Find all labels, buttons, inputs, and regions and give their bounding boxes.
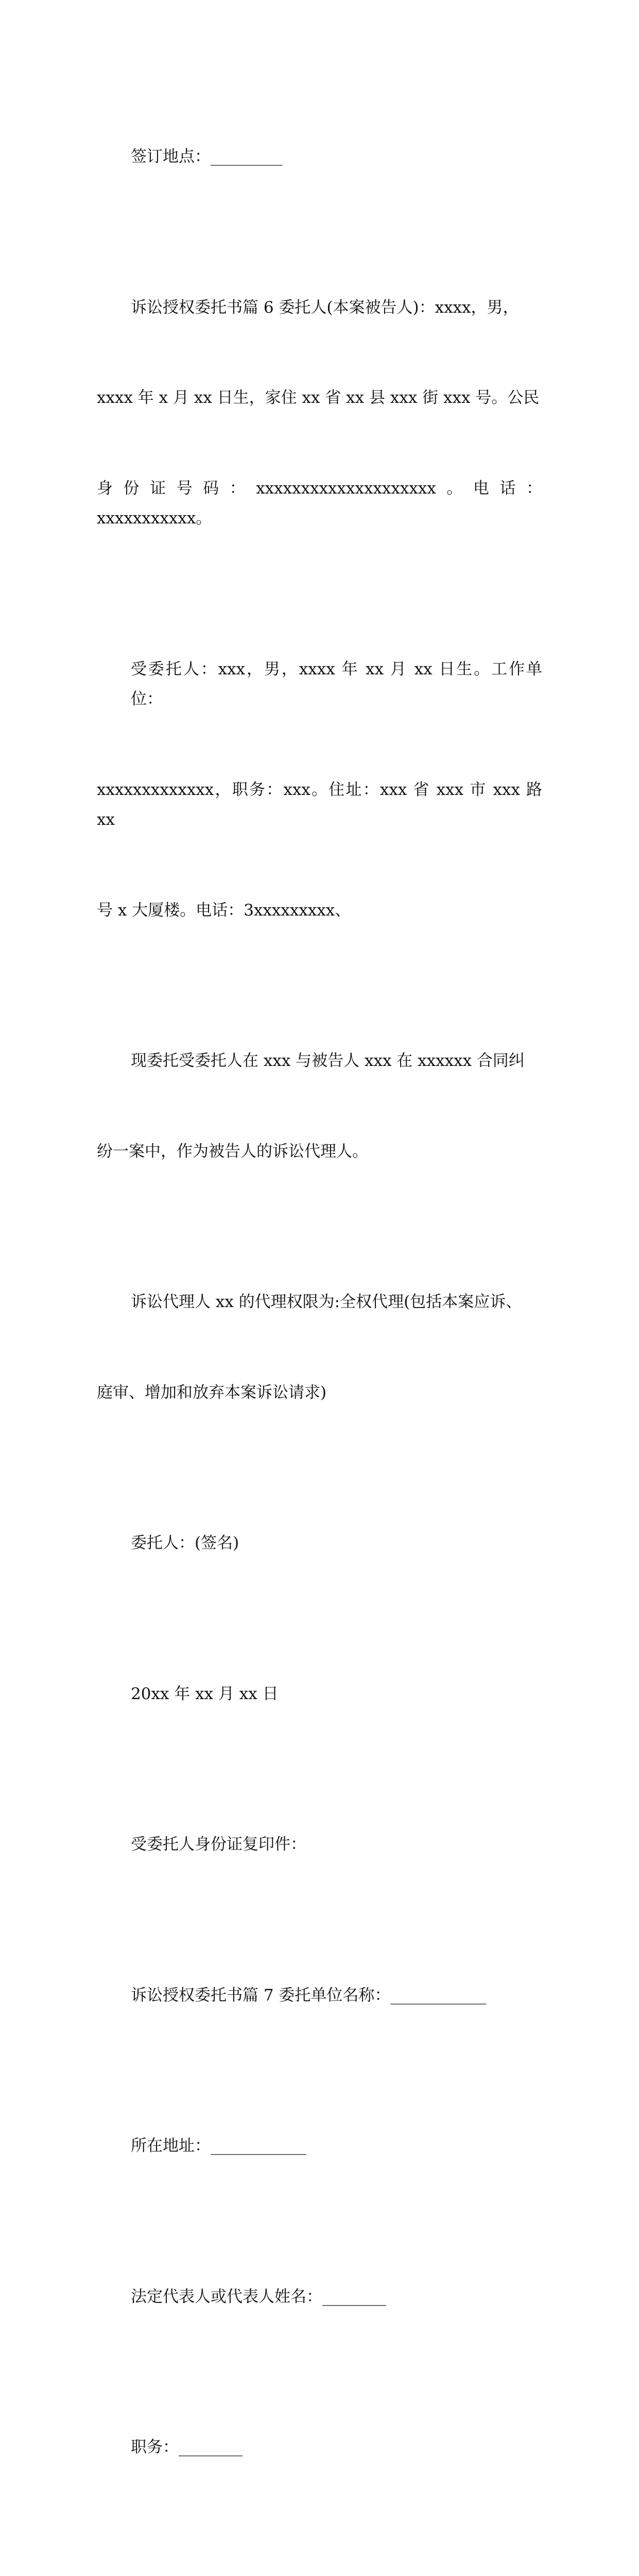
agent-name-gender-line	[97, 2523, 542, 2576]
principal-signature-line	[97, 1468, 542, 1619]
text-line: 诉讼授权委托书篇 6 委托人(本案被告人)：xxxx，男，	[97, 293, 542, 323]
authority-scope-paragraph	[97, 1227, 542, 1468]
text-line: 受委托人：xxx，男，xxxx 年 xx 月 xx 日生。工作单位：	[97, 654, 542, 715]
text-line: 纷一案中，作为被告人的诉讼代理人。	[97, 1137, 542, 1167]
legal-representative-line	[97, 2222, 542, 2372]
text-line: 20xx 年 xx 月 xx 日	[97, 1679, 542, 1709]
text-line: 诉讼授权委托书篇 7 委托单位名称：____________	[97, 1980, 542, 2011]
text-line: 职务：________	[97, 2432, 542, 2463]
document-page	[0, 0, 639, 904]
text-line: 法定代表人或代表人姓名：________	[97, 2282, 542, 2312]
position-line	[97, 2372, 542, 2523]
address-line	[97, 2071, 542, 2222]
text-line: 身份证号码：xxxxxxxxxxxxxxxxxxxx。电话：xxxxxxxxxxx。	[97, 473, 542, 534]
text-line: 诉讼代理人 xx 的代理权限为:全权代理(包括本案应诉、	[97, 1287, 542, 1317]
text-line: 委托人：(签名)	[97, 1528, 542, 1558]
text-line: 所在地址：____________	[97, 2131, 542, 2161]
date-line	[97, 1619, 542, 1770]
document-body	[97, 81, 542, 2576]
principal-info-paragraph	[97, 232, 542, 594]
id-copy-line	[97, 1769, 542, 1920]
text-line: xxxxxxxxxxxxx，职务：xxx。住址：xxx 省 xxx 市 xxx 路 xx	[97, 775, 542, 835]
text-line: 号 x 大厦楼。电话：3xxxxxxxxx、	[97, 895, 542, 926]
text-line: 庭审、增加和放弃本案诉讼请求)	[97, 1378, 542, 1408]
text-line: 签订地点：_________	[97, 142, 542, 172]
agent-info-paragraph	[97, 594, 542, 986]
signing-location-paragraph	[97, 81, 542, 232]
text-line: 现委托受委托人在 xxx 与被告人 xxx 在 xxxxxx 合同纠	[97, 1046, 542, 1076]
unit-name-line	[97, 1920, 542, 2071]
text-line: 受委托人身份证复印件：	[97, 1829, 542, 1860]
entrustment-paragraph	[97, 986, 542, 1227]
text-line: xxxx 年 x 月 xx 日生，家住 xx 省 xx 县 xxx 街 xxx 号。公民	[97, 383, 542, 413]
